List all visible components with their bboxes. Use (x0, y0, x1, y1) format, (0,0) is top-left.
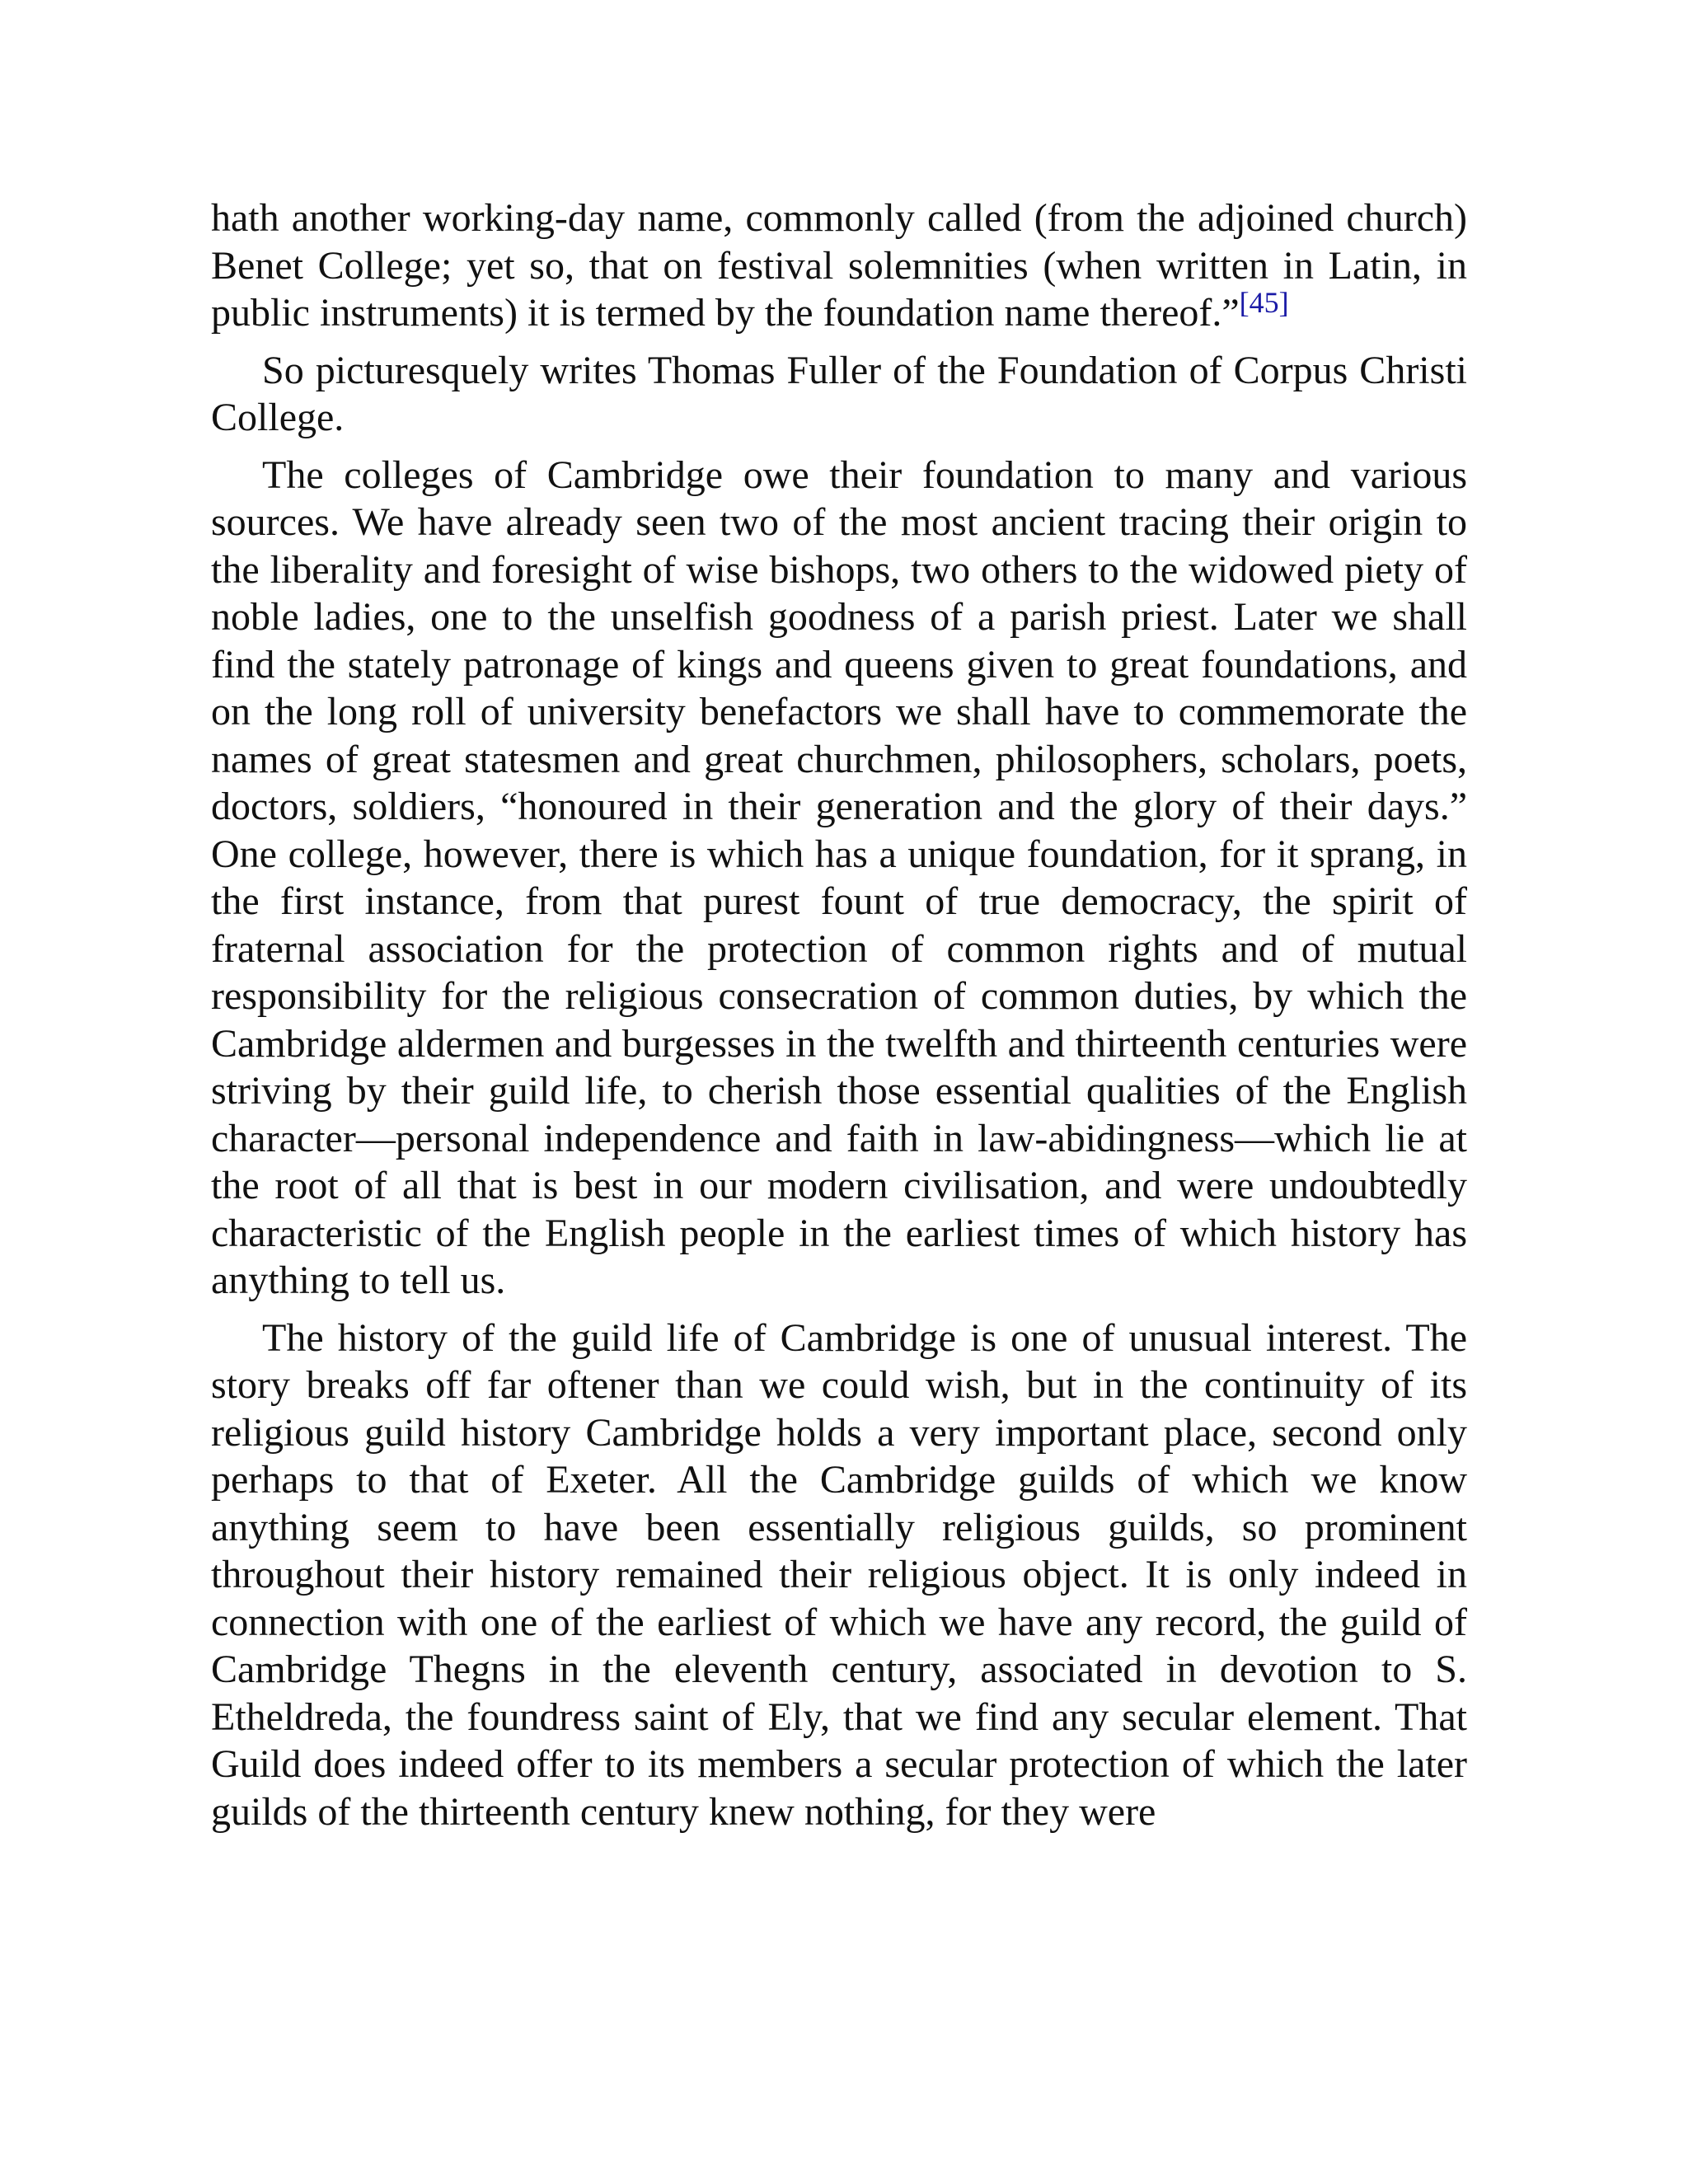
paragraph-text: The history of the guild life of Cambridge is one of unusual interest. The story breaks off far oftener than we could wish, but in the continuity of its religious guild history Cambridge holds a very important place, second only perhaps to that of Exeter. All the Cambridge guilds of which we know anything seem to have been essentially religious guilds, so prominent throughout their history remained their religious object. It is only indeed in connection with one of the earliest of which we have any record, the guild of Cambridge Thegns in the eleventh century, associated in devotion to S. Etheldreda, the foundress saint of Ely, that we find any secular element. That Guild does indeed offer to its members a secular protection of which the later guilds of the thirteenth century knew nothing, for they were (211, 1315, 1467, 1834)
paragraph-continued-quote (211, 194, 1467, 337)
paragraph-college-foundations (211, 452, 1467, 1305)
paragraph-text: The colleges of Cambridge owe their foundation to many and various sources. We have already seen two of the most ancient tracing their origin to the liberality and foresight of wise bishops, two others to the widowed piety of noble ladies, one to the unselfish goodness of a parish priest. Later we shall find the stately patronage of kings and queens given to great foundations, and on the long roll of university benefactors we shall have to commemorate the names of great statesmen and great churchmen, philosophers, scholars, poets, doctors, soldiers, “honoured in their generation and the glory of their days.” One college, however, there is which has a unique foundation, for it sprang, in the first instance, from that purest fount of true democracy, the spirit of fraternal association for the protection of common rights and of mutual responsibility for the religious consecration of common duties, by which the Cambridge aldermen and burgesses in the twelfth and thirteenth centuries were striving by their guild life, to cherish those essential qualities of the English character—personal independence and faith in law-abidingness—which lie at the root of all that is best in our modern civilisation, and were undoubtedly characteristic of the English people in the earliest times of which history has anything to tell us. (211, 452, 1467, 1302)
footnote-link[interactable]: [45] (1239, 286, 1289, 319)
paragraph-fuller-attribution (211, 347, 1467, 442)
paragraph-text: So picturesquely writes Thomas Fuller of the Foundation of Corpus Christi College. (211, 348, 1467, 439)
paragraph-guild-history (211, 1315, 1467, 1836)
book-page (211, 194, 1467, 1845)
paragraph-text: hath another working-day name, commonly called (from the adjoined church) Benet College; yet so, that on festival solemnities (when written in Latin, in public instruments) it is termed by the foundation name thereof.” (211, 196, 1467, 335)
